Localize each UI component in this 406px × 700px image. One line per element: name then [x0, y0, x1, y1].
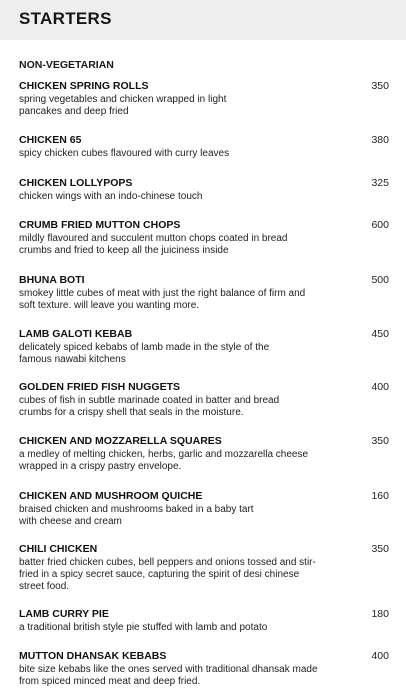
- item-name: CHILI CHICKEN: [19, 543, 98, 555]
- menu-item: [19, 608, 389, 634]
- item-description: mildly flavoured and succulent mutton chops coated in bread crumbs and fried to keep all the juiciness inside: [19, 233, 288, 256]
- menu-item: [19, 381, 389, 419]
- item-price: 160: [371, 490, 389, 502]
- item-price: 350: [371, 435, 389, 447]
- item-description: a traditional british style pie stuffed with lamb and potato: [19, 622, 268, 633]
- menu-item: [19, 650, 389, 688]
- item-description: smokey little cubes of meat with just the right balance of firm and soft texture. will leave you wanting more.: [19, 288, 306, 311]
- item-name: CHICKEN SPRING ROLLS: [19, 80, 149, 92]
- item-name: CHICKEN AND MUSHROOM QUICHE: [19, 490, 203, 502]
- item-description: spring vegetables and chicken wrapped in light pancakes and deep fried: [19, 94, 227, 117]
- item-name: BHUNA BOTI: [19, 274, 85, 286]
- item-description: batter fried chicken cubes, bell peppers and onions tossed and stir-fried in a spicy secret sauce, capturing the spirit of desi chinese street food.: [19, 557, 316, 592]
- menu-item: [19, 328, 389, 366]
- item-name: MUTTON DHANSAK KEBABS: [19, 650, 167, 662]
- menu-item: [19, 219, 389, 257]
- item-name: GOLDEN FRIED FISH NUGGETS: [19, 381, 181, 393]
- item-description: a medley of melting chicken, herbs, garlic and mozzarella cheese wrapped in a crispy pastry envelope.: [19, 449, 309, 472]
- menu-item: [19, 177, 389, 203]
- menu-item: [19, 435, 389, 473]
- item-description: chicken wings with an indo-chinese touch: [19, 191, 203, 202]
- item-name: LAMB CURRY PIE: [19, 608, 109, 620]
- item-description: cubes of fish in subtle marinade coated in batter and bread crumbs for a crispy shell that seals in the moisture.: [19, 395, 280, 418]
- section-heading: NON-VEGETARIAN: [19, 59, 114, 71]
- item-price: 600: [371, 219, 389, 231]
- item-price: 500: [371, 274, 389, 286]
- item-price: 400: [371, 650, 389, 662]
- item-name: CHICKEN AND MOZZARELLA SQUARES: [19, 435, 222, 447]
- item-name: CHICKEN LOLLYPOPS: [19, 177, 133, 189]
- item-price: 400: [371, 381, 389, 393]
- item-price: 325: [371, 177, 389, 189]
- item-description: bite size kebabs like the ones served with traditional dhansak made from spiced minced meat and deep fried.: [19, 664, 318, 687]
- page-title: STARTERS: [19, 9, 112, 28]
- menu-item: [19, 274, 389, 312]
- menu-item: [19, 490, 389, 528]
- menu-item: [19, 543, 389, 593]
- menu-item: [19, 134, 389, 160]
- item-name: CRUMB FRIED MUTTON CHOPS: [19, 219, 181, 231]
- item-description: braised chicken and mushrooms baked in a baby tart with cheese and cream: [19, 504, 254, 527]
- item-price: 380: [371, 134, 389, 146]
- item-description: delicately spiced kebabs of lamb made in the style of the famous nawabi kitchens: [19, 342, 270, 365]
- item-price: 180: [371, 608, 389, 620]
- menu-item: [19, 80, 389, 118]
- item-price: 450: [371, 328, 389, 340]
- item-name: CHICKEN 65: [19, 134, 82, 146]
- item-name: LAMB GALOTI KEBAB: [19, 328, 133, 340]
- item-price: 350: [371, 543, 389, 555]
- item-price: 350: [371, 80, 389, 92]
- item-description: spicy chicken cubes flavoured with curry leaves: [19, 148, 230, 159]
